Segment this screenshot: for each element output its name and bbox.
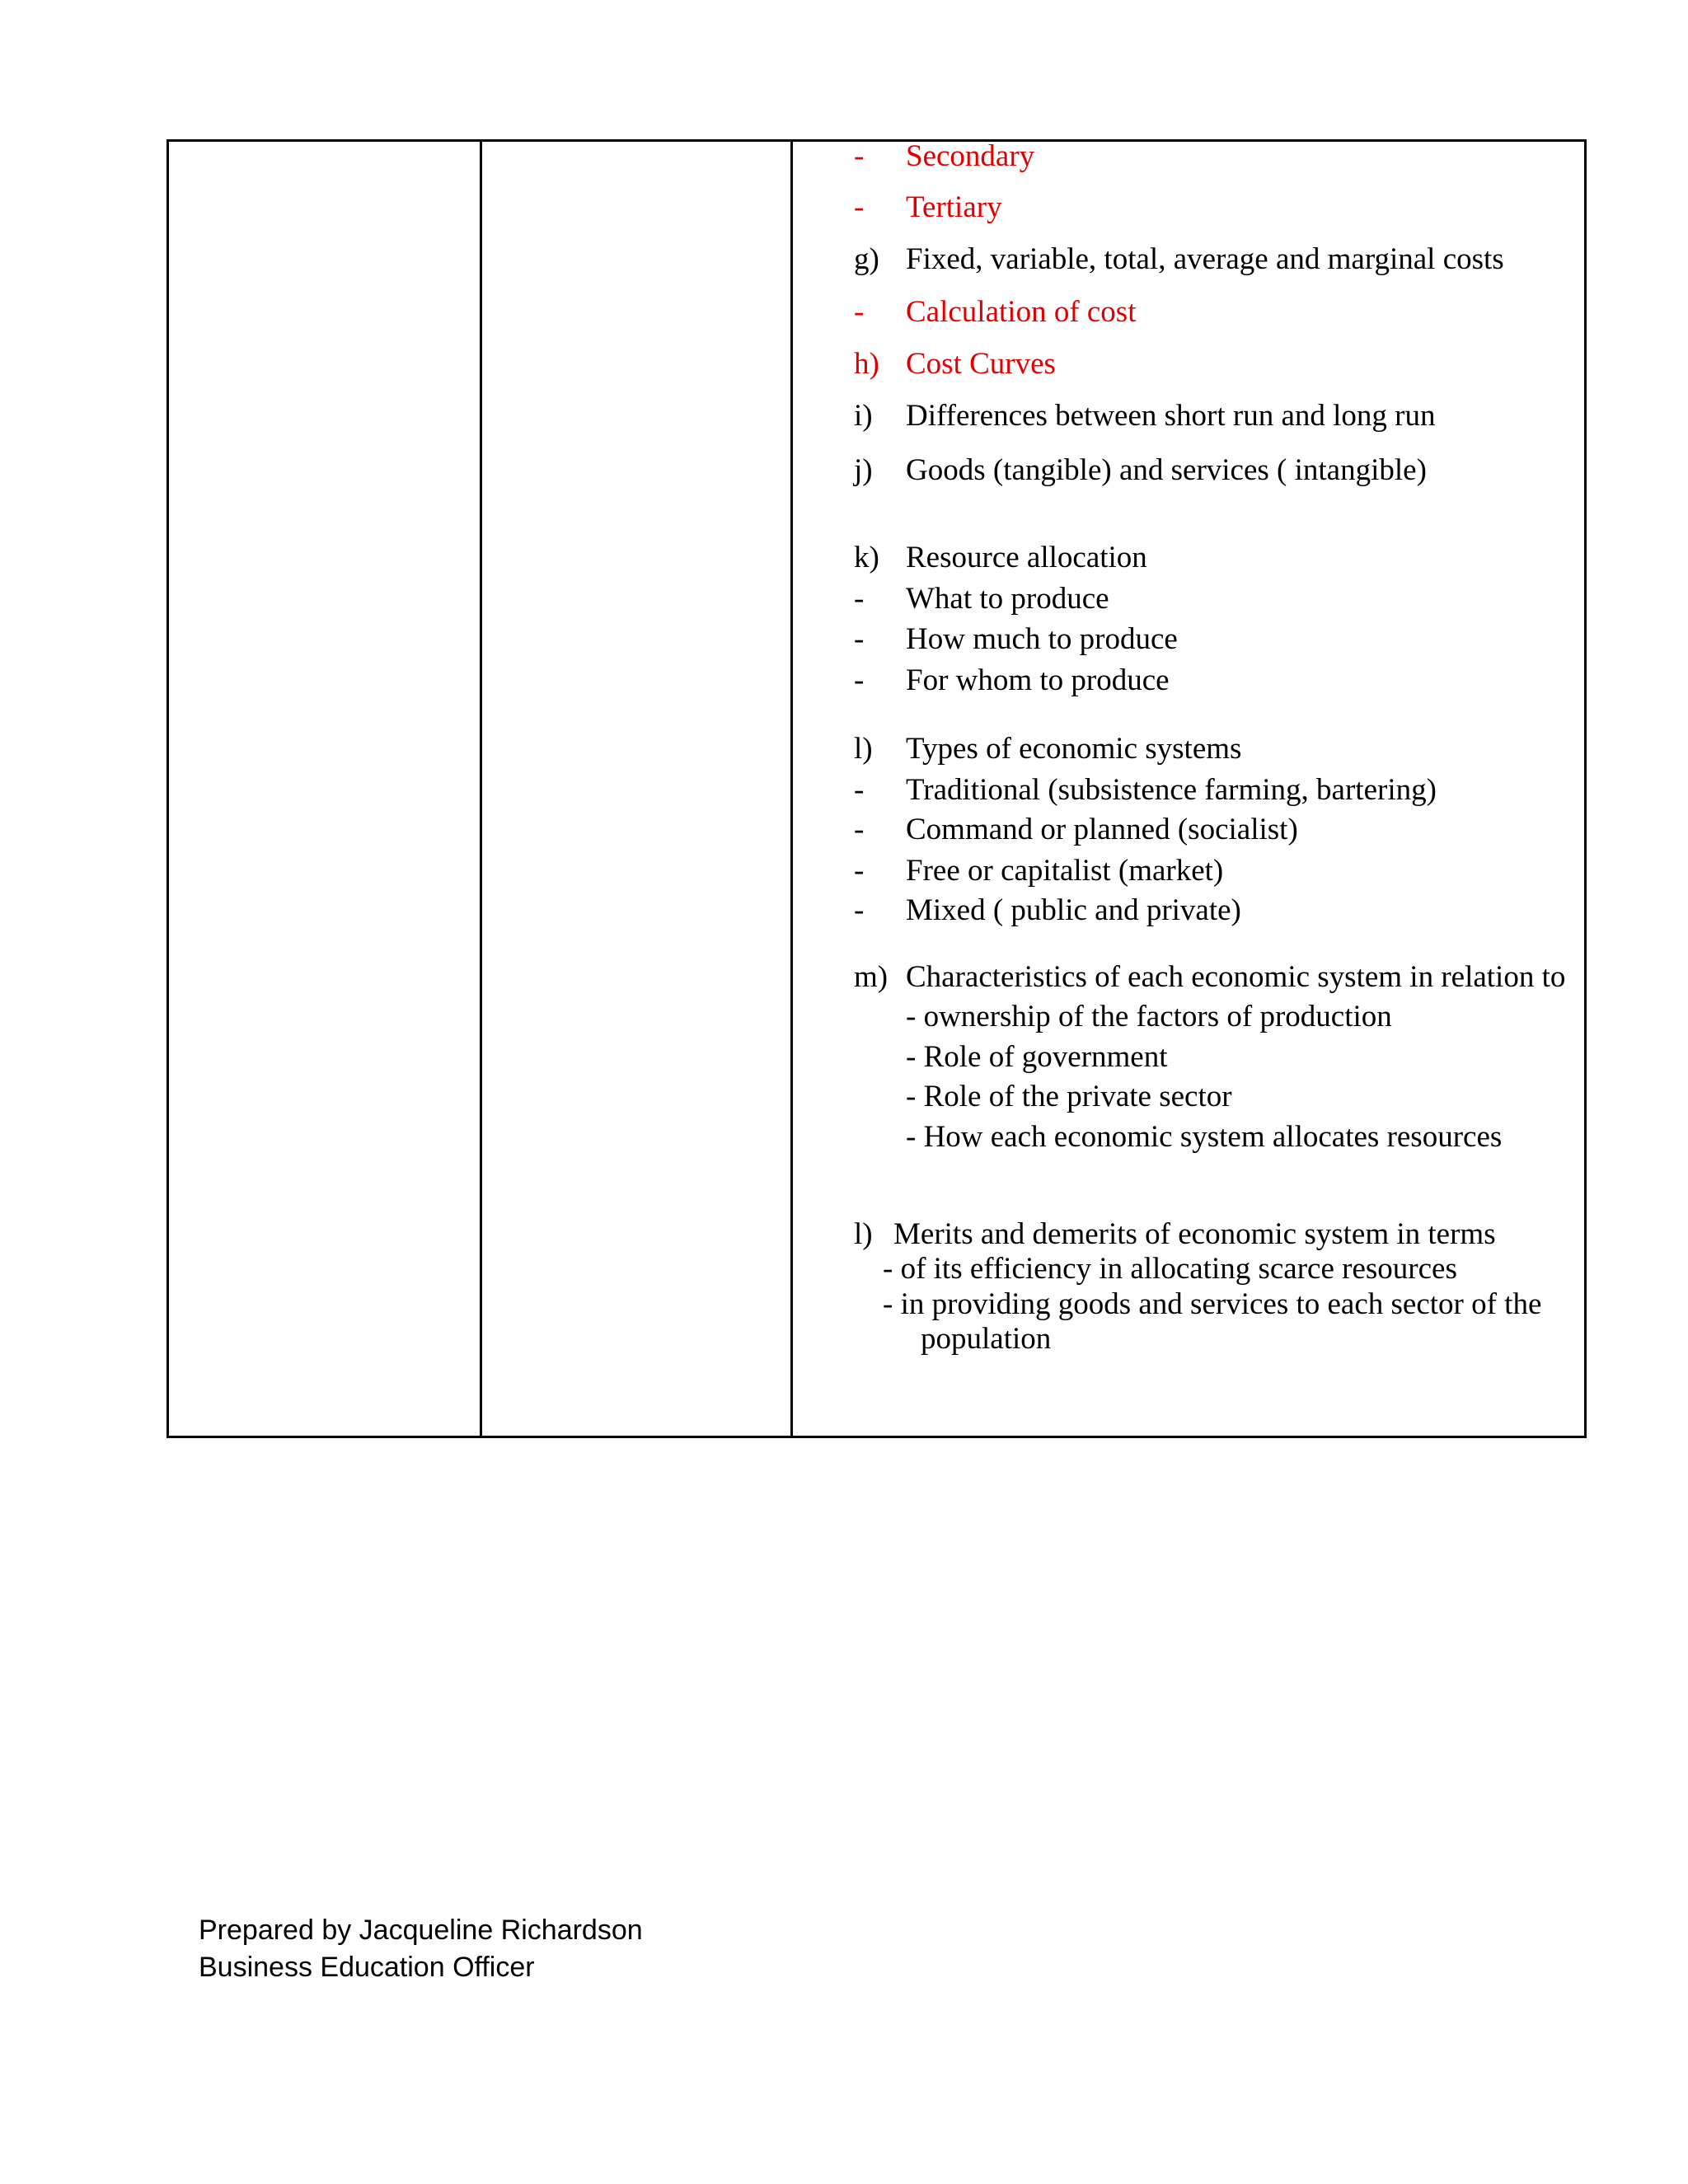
letter-marker: j): [854, 453, 873, 487]
letter-marker: l): [854, 732, 873, 766]
letter-marker: g): [854, 242, 879, 276]
list-item-text: Goods (tangible) and services ( intangible): [906, 453, 1427, 487]
list-item-text: Differences between short run and long run: [906, 399, 1436, 433]
list-item-text: Characteristics of each economic system in relation to: [906, 960, 1566, 994]
sub-item: - ownership of the factors of production: [906, 1000, 1392, 1033]
list-item-text: How much to produce: [906, 622, 1178, 656]
dash-marker: -: [854, 295, 865, 329]
dash-marker: -: [854, 190, 865, 224]
letter-marker: i): [854, 399, 873, 433]
list-item-text: Secondary: [906, 139, 1035, 173]
sub-item: - of its efficiency in allocating scarce resources: [883, 1252, 1457, 1286]
dash-marker: -: [854, 854, 865, 888]
footer-author: Prepared by Jacqueline Richardson: [199, 1915, 643, 1946]
list-item-text: Tertiary: [906, 190, 1002, 224]
list-item-text: Traditional (subsistence farming, bartering): [906, 773, 1437, 807]
list-item-text: What to produce: [906, 582, 1109, 616]
letter-marker: k): [854, 541, 879, 574]
letter-marker: h): [854, 347, 879, 381]
list-item-text: Resource allocation: [906, 541, 1147, 574]
list-item-text: Mixed ( public and private): [906, 893, 1241, 927]
list-item-text: Types of economic systems: [906, 732, 1242, 766]
sub-item-continuation: population: [921, 1322, 1052, 1356]
list-item-text: Free or capitalist (market): [906, 854, 1224, 888]
dash-marker: -: [854, 813, 865, 846]
dash-marker: -: [854, 622, 865, 656]
letter-marker: m): [854, 960, 889, 994]
dash-marker: -: [854, 663, 865, 697]
dash-marker: -: [854, 139, 865, 173]
sub-item: - Role of government: [906, 1040, 1168, 1074]
sub-item: - in providing goods and services to each sector of the: [883, 1287, 1542, 1321]
list-item-text: Cost Curves: [906, 347, 1056, 381]
sub-item: - How each economic system allocates resources: [906, 1120, 1503, 1154]
list-item-text: For whom to produce: [906, 663, 1170, 697]
list-item-text: Command or planned (socialist): [906, 813, 1298, 846]
column-divider: [790, 142, 793, 1436]
dash-marker: -: [854, 893, 865, 927]
dash-marker: -: [854, 773, 865, 807]
letter-marker: l): [854, 1217, 873, 1251]
dash-marker: -: [854, 582, 865, 616]
list-item-text: Calculation of cost: [906, 295, 1137, 329]
list-item-text: Merits and demerits of economic system in terms: [893, 1217, 1496, 1251]
footer-title: Business Education Officer: [199, 1952, 535, 1983]
column-divider: [480, 142, 482, 1436]
sub-item: - Role of the private sector: [906, 1080, 1232, 1113]
list-item-text: Fixed, variable, total, average and marginal costs: [906, 242, 1504, 276]
